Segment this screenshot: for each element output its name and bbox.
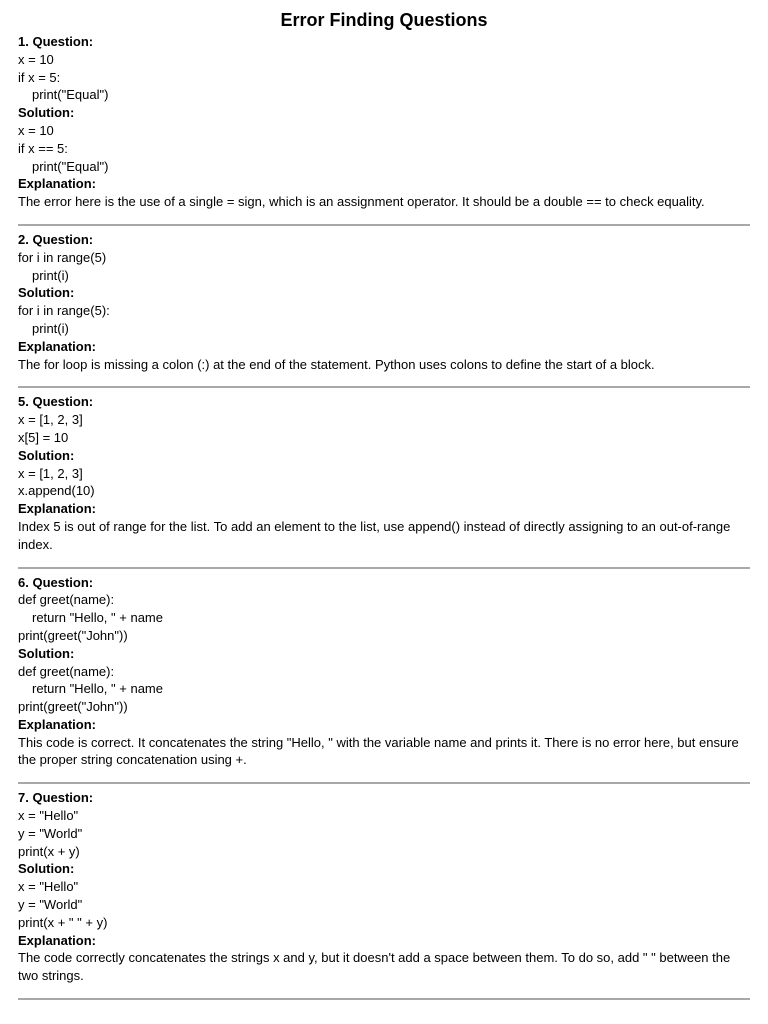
explanation-text: Index 5 is out of range for the list. To add an element to the list, use append() instead of directly assigning to an out-of-range index. <box>18 518 731 552</box>
solution-code-line: print(i) <box>32 320 69 336</box>
question-code-line: return "Hello, " + name <box>32 610 163 626</box>
question-code-line: print(x + y) <box>18 843 80 859</box>
question-label: 5. Question: <box>18 394 94 410</box>
solution-code-line: x = 10 <box>18 122 54 138</box>
solution-code-line: def greet(name): <box>18 663 115 679</box>
question-code-line: x = 10 <box>18 51 54 67</box>
solution-code-line: for i in range(5): <box>18 303 110 319</box>
question-code-line: print("Equal") <box>32 87 109 103</box>
solution-code-line: x.append(10) <box>18 483 95 499</box>
question-label: 7. Question: <box>18 790 94 806</box>
question-code-line: for i in range(5) <box>18 249 107 265</box>
explanation-label: Explanation: <box>18 501 97 517</box>
question-code-line: print(i) <box>32 267 69 283</box>
question-code-line: x = [1, 2, 3] <box>18 412 83 428</box>
question-block <box>18 789 750 985</box>
solution-label: Solution: <box>18 861 75 877</box>
solution-label: Solution: <box>18 447 75 463</box>
question-block <box>18 231 750 373</box>
explanation-text: The for loop is missing a colon (:) at the end of the statement. Python uses colons to define the start of a block. <box>18 356 655 372</box>
explanation-label: Explanation: <box>18 932 97 948</box>
solution-code-line: print("Equal") <box>32 158 109 174</box>
question-code-line: if x = 5: <box>18 69 61 85</box>
question-block <box>18 33 750 211</box>
question-code-line: y = "World" <box>18 825 83 841</box>
question-block <box>18 574 750 770</box>
explanation-text: The error here is the use of a single = sign, which is an assignment operator. It should be a double == to check equality. <box>18 194 705 210</box>
question-code-line: x[5] = 10 <box>18 429 69 445</box>
solution-code-line: return "Hello, " + name <box>32 681 163 697</box>
question-list <box>18 33 750 1000</box>
solution-label: Solution: <box>18 645 75 661</box>
explanation-label: Explanation: <box>18 176 97 192</box>
section-divider <box>18 782 750 784</box>
page-title: Error Finding Questions <box>280 10 488 30</box>
explanation-text: This code is correct. It concatenates the string "Hello, " with the variable name and prints it. There is no error here, but ensure the proper string concatenation using +. <box>18 734 739 768</box>
section-divider <box>18 224 750 226</box>
solution-label: Solution: <box>18 285 75 301</box>
question-code-line: def greet(name): <box>18 592 115 608</box>
question-label: 6. Question: <box>18 574 94 590</box>
solution-code-line: print(x + " " + y) <box>18 914 108 930</box>
question-code-line: print(greet("John")) <box>18 627 128 643</box>
solution-code-line: if x == 5: <box>18 140 68 156</box>
solution-code-line: print(greet("John")) <box>18 699 128 715</box>
question-block <box>18 393 750 553</box>
explanation-label: Explanation: <box>18 338 97 354</box>
solution-label: Solution: <box>18 105 75 121</box>
explanation-text: The code correctly concatenates the strings x and y, but it doesn't add a space between them. To do so, add " " between the two strings. <box>18 950 731 984</box>
solution-code-line: x = "Hello" <box>18 879 79 895</box>
section-divider <box>18 998 750 1000</box>
solution-code-line: y = "World" <box>18 897 83 913</box>
section-divider <box>18 567 750 569</box>
question-code-line: x = "Hello" <box>18 808 79 824</box>
section-divider <box>18 386 750 388</box>
solution-code-line: x = [1, 2, 3] <box>18 465 83 481</box>
explanation-label: Explanation: <box>18 716 97 732</box>
question-label: 2. Question: <box>18 231 94 247</box>
question-label: 1. Question: <box>18 34 94 49</box>
